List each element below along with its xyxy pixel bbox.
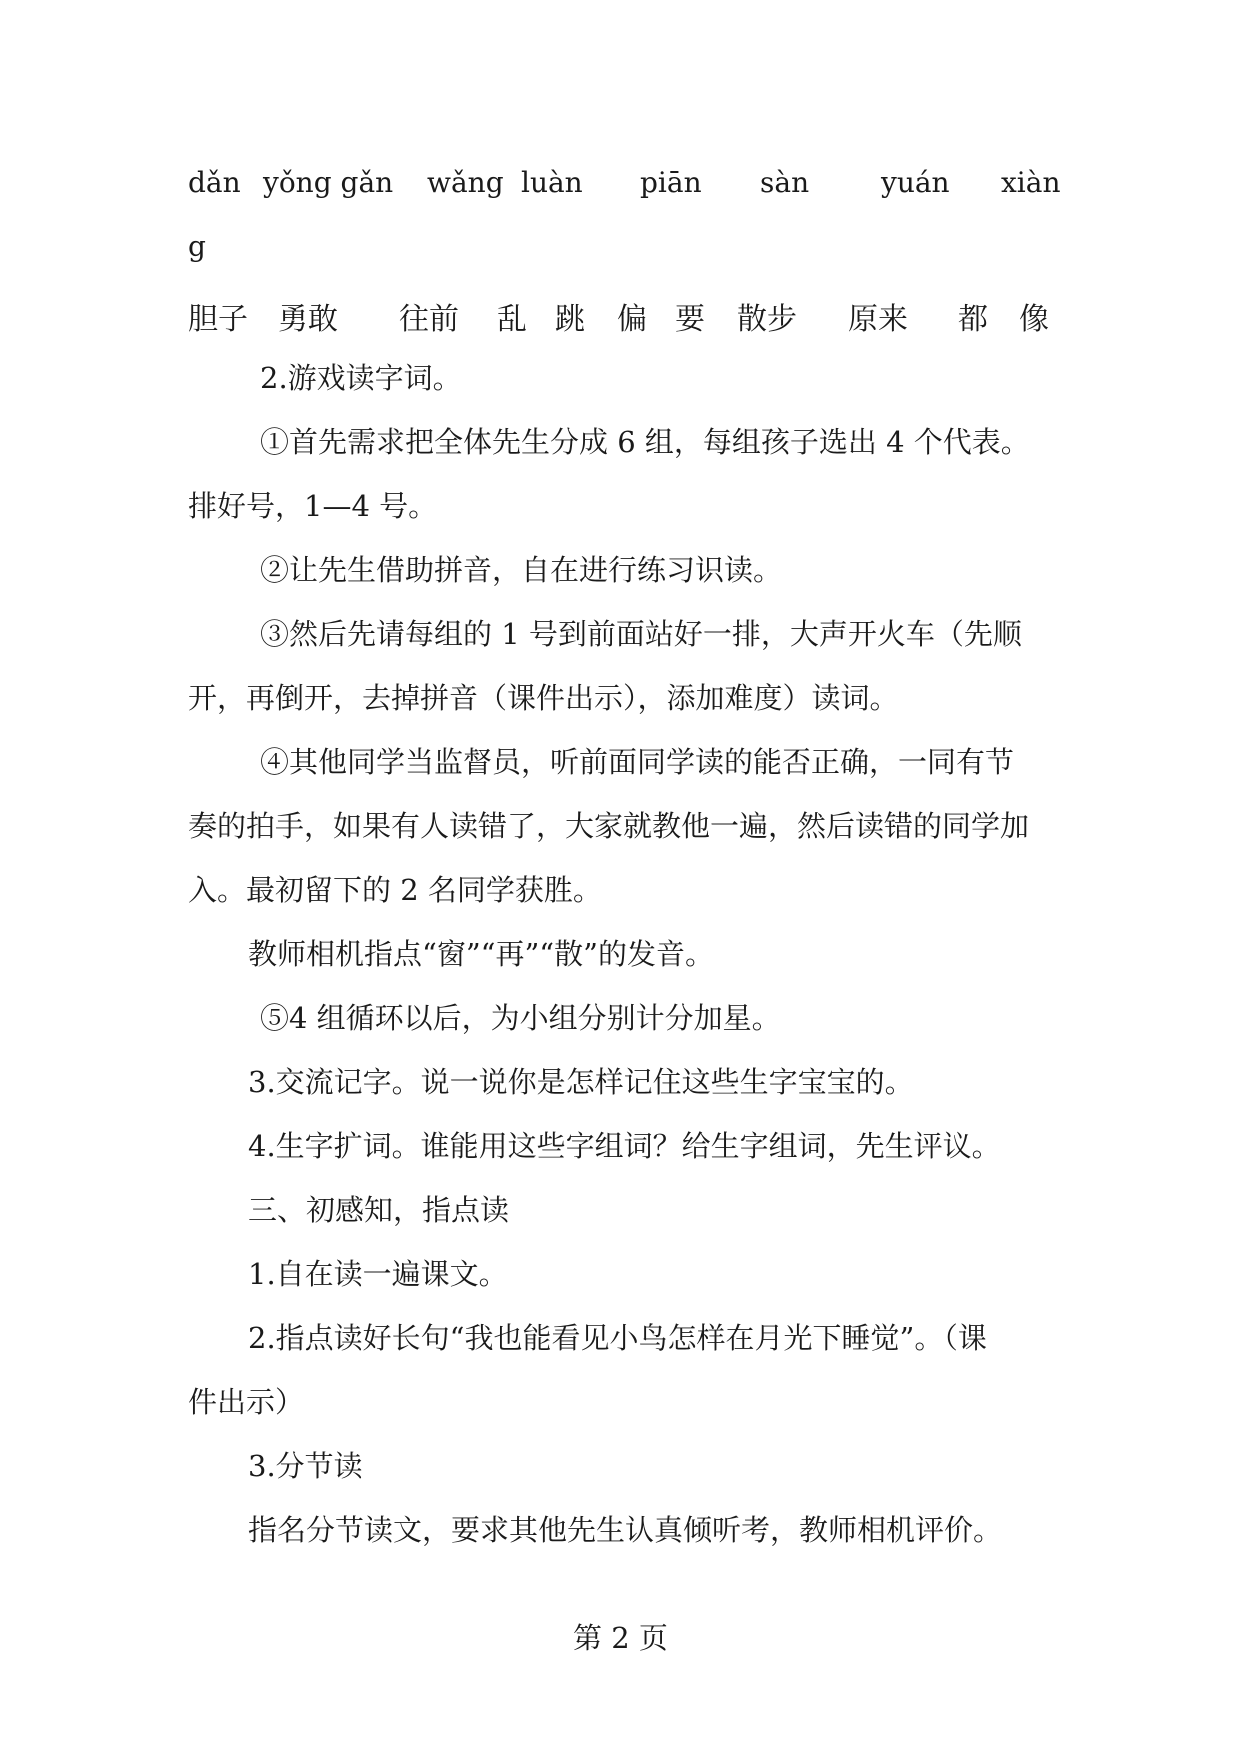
hanzi: 往前	[399, 302, 459, 337]
pinyin: g	[188, 230, 206, 263]
paragraph: 3.交流记字。说一说你是怎样记住这些生字宝宝的。	[248, 1065, 914, 1099]
pinyin: dǎn	[188, 166, 241, 199]
paragraph: 2.指点读好长句“我也能看见小鸟怎样在月光下睡觉”。（课	[248, 1321, 987, 1355]
paragraph: 1.自在读一遍课文。	[248, 1257, 508, 1291]
paragraph: 3.分节读	[248, 1449, 363, 1483]
pinyin: yǒng gǎn	[263, 166, 394, 199]
pinyin: sàn	[760, 166, 810, 199]
hanzi: 勇敢	[278, 302, 338, 337]
paragraph: ①首先需求把全体先生分成 6 组，每组孩子选出 4 个代表。	[260, 425, 1030, 459]
paragraph: 奏的拍手，如果有人读错了，大家就教他一遍，然后读错的同学加	[188, 809, 1030, 843]
hanzi-row	[0, 294, 1241, 337]
paragraph: ⑤4 组循环以后，为小组分别计分加星。	[260, 1001, 781, 1035]
paragraph: 2.游戏读字词。	[260, 361, 462, 395]
paragraph: 件出示）	[188, 1385, 305, 1419]
paragraph: 三、初感知，指点读	[248, 1193, 510, 1227]
hanzi: 要	[675, 302, 705, 337]
pinyin: piān	[640, 166, 702, 199]
paragraph: ③然后先请每组的 1 号到前面站好一排，大声开火车（先顺	[260, 617, 1022, 651]
hanzi: 原来	[848, 302, 908, 337]
paragraph: ②让先生借助拼音，自在进行练习识读。	[260, 553, 783, 587]
paragraph: ④其他同学当监督员，听前面同学读的能否正确，一同有节	[260, 745, 1015, 779]
paragraph: 教师相机指点“窗”“再”“散”的发音。	[248, 937, 714, 971]
paragraph: 入。最初留下的 2 名同学获胜。	[188, 873, 602, 907]
paragraph: 开，再倒开，去掉拼音（课件出示），添加难度）读词。	[188, 681, 899, 715]
hanzi: 乱	[497, 302, 527, 337]
pinyin: wǎng	[427, 166, 504, 199]
paragraph: 4.生字扩词。谁能用这些字组词？给生字组词，先生评议。	[248, 1129, 1001, 1163]
hanzi: 跳	[555, 302, 585, 337]
pinyin: xiàn	[1001, 166, 1061, 199]
pinyin-row	[0, 166, 1241, 206]
hanzi: 散步	[737, 302, 797, 337]
pinyin: luàn	[521, 166, 583, 199]
hanzi: 像	[1019, 302, 1049, 337]
paragraph: 指名分节读文，要求其他先生认真倾听考，教师相机评价。	[248, 1513, 1003, 1547]
pinyin-row-wrap	[0, 230, 1241, 270]
hanzi: 偏	[617, 302, 647, 337]
paragraph: 排好号，1—4 号。	[188, 489, 438, 523]
hanzi: 都	[958, 302, 988, 337]
pinyin: yuán	[881, 166, 950, 199]
page-number: 第 2 页	[573, 1621, 668, 1655]
hanzi: 胆子	[188, 302, 248, 337]
